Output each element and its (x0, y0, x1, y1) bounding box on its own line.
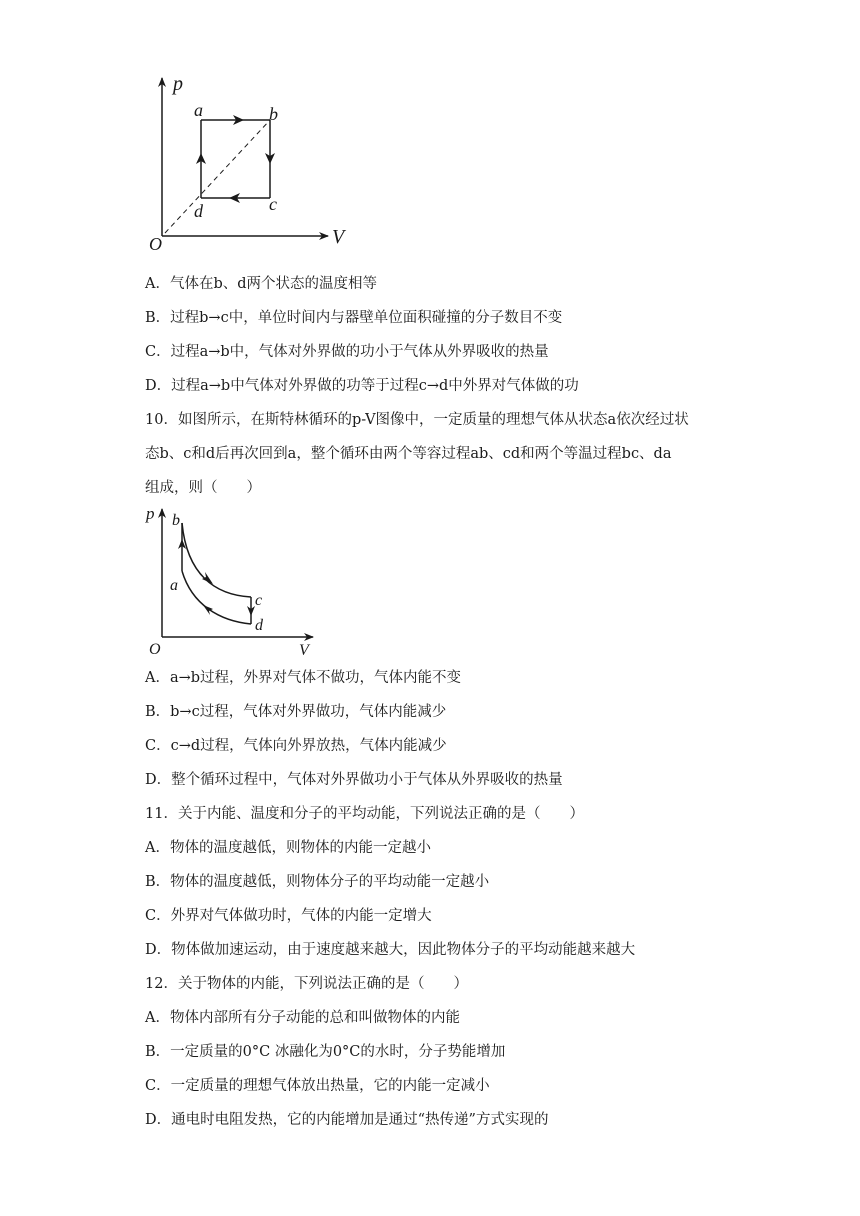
q9-option-b: B．过程b→c中，单位时间内与器壁单位面积碰撞的分子数目不变 (145, 310, 563, 326)
origin-label: O (149, 641, 161, 655)
origin-label: O (149, 234, 162, 250)
q10-stem-line-3: 组成，则（ ） (145, 480, 261, 496)
q9-option-a: A．气体在b、d两个状态的温度相等 (145, 276, 378, 292)
q10-option-d: D．整个循环过程中，气体对外界做功小于气体从外界吸收的热量 (145, 772, 563, 788)
q11-option-d: D．物体做加速运动，由于速度越来越大，因此物体分子的平均动能越来越大 (145, 942, 636, 958)
dashed-diagonal (165, 120, 270, 233)
q10-stem-line-2: 态b、c和d后再次回到a，整个循环由两个等容过程ab、cd和两个等温过程bc、da (145, 446, 672, 462)
isotherm-ad (182, 571, 251, 624)
q12-stem: 12．关于物体的内能，下列说法正确的是（ ） (145, 976, 468, 992)
q12-option-b: B．一定质量的0°C 冰融化为0°C的水时，分子势能增加 (145, 1044, 506, 1060)
q11-option-a: A．物体的温度越低，则物体的内能一定越小 (145, 840, 431, 856)
q10-option-b: B．b→c过程，气体对外界做功，气体内能减少 (145, 704, 447, 720)
point-label-b: b (172, 512, 180, 529)
isotherm-bc (182, 523, 251, 597)
q10-option-a: A．a→b过程，外界对气体不做功，气体内能不变 (145, 670, 462, 686)
axis-label-v: V (299, 642, 309, 655)
q12-option-d: D．通电时电阻发热，它的内能增加是通过“热传递”方式实现的 (145, 1112, 549, 1128)
q9-option-c: C．过程a→b中，气体对外界做的功小于气体从外界吸收的热量 (145, 344, 549, 360)
q9-option-d: D．过程a→b中气体对外界做的功等于过程c→d中外界对气体做的功 (145, 378, 579, 394)
q11-stem: 11．关于内能、温度和分子的平均动能，下列说法正确的是（ ） (145, 806, 584, 822)
q10-stem-line-1: 10．如图所示，在斯特林循环的p-V图像中，一定质量的理想气体从状态a依次经过状 (145, 412, 689, 428)
arrow-curve-back-icon (203, 605, 213, 615)
q10-option-c: C．c→d过程，气体向外界放热，气体内能减少 (145, 738, 447, 754)
point-label-a: a (170, 577, 178, 594)
q11-option-b: B．物体的温度越低，则物体分子的平均动能一定越小 (145, 874, 490, 890)
point-label-a: a (194, 100, 203, 120)
q12-option-c: C．一定质量的理想气体放出热量，它的内能一定减小 (145, 1078, 490, 1094)
axis-label-v: V (332, 226, 345, 248)
point-label-d: d (194, 201, 203, 221)
point-label-c: c (269, 194, 277, 214)
q11-option-c: C．外界对气体做功时，气体的内能一定增大 (145, 908, 432, 924)
pv-diagram-rectangle (145, 70, 365, 250)
point-label-b: b (269, 104, 278, 124)
q12-option-a: A．物体内部所有分子动能的总和叫做物体的内能 (145, 1010, 460, 1026)
axis-label-p: p (173, 73, 183, 95)
axis-label-p: p (146, 505, 155, 523)
pv-diagram-stirling (145, 505, 325, 655)
point-label-d: d (255, 617, 263, 634)
point-label-c: c (255, 592, 263, 609)
